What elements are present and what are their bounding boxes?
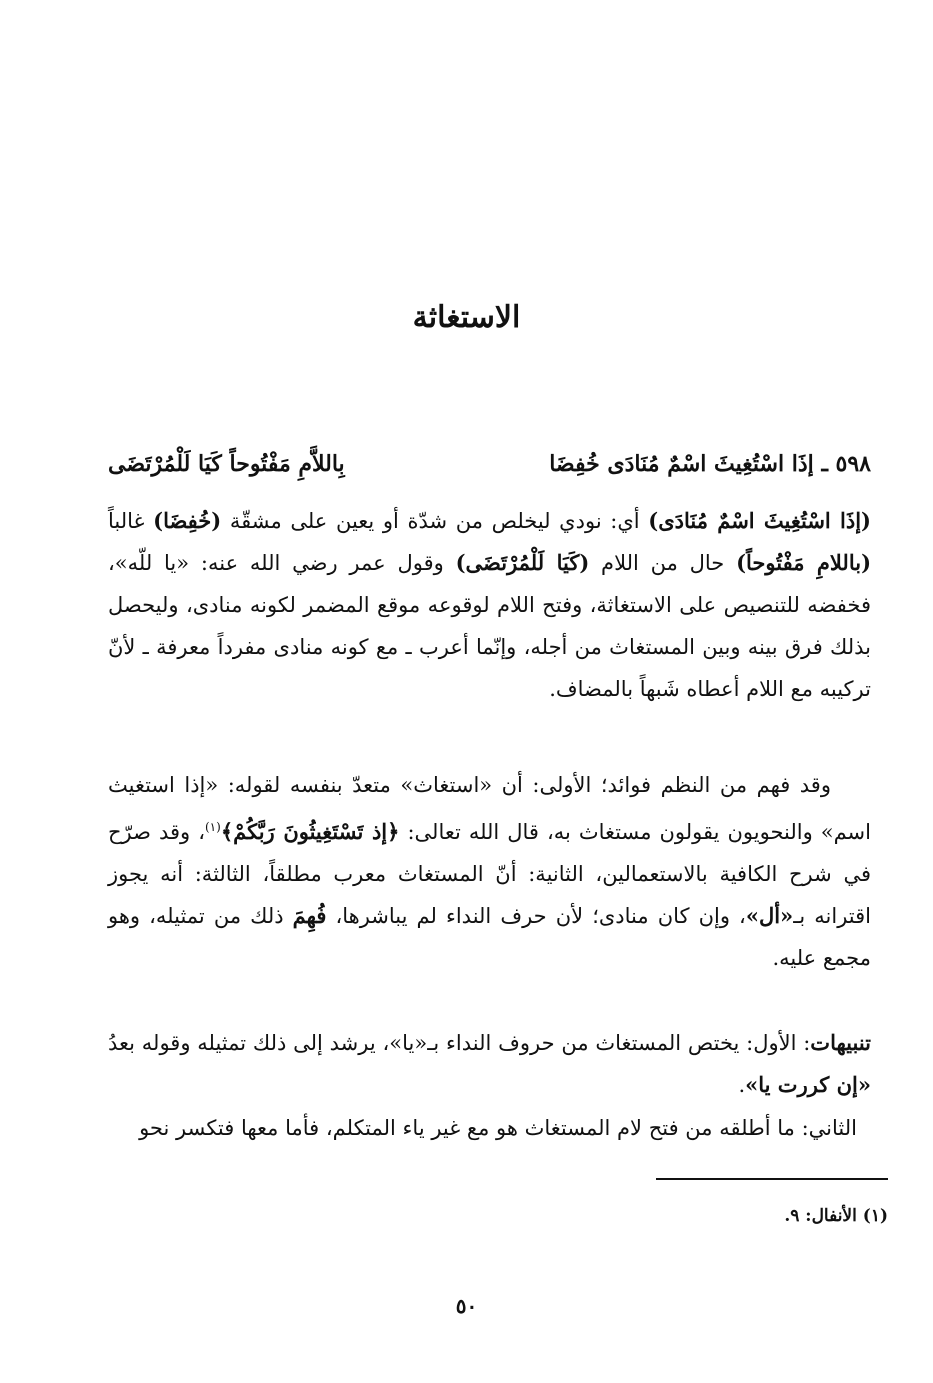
commentary-paragraph-4: الثاني: ما أطلقه من فتح لام المستغاث هو مع غير ياء المتكلم، فأما معها فتكسر نحو [139,1116,857,1140]
commentary-text: وقول عمر رضي الله عنه: «يا للّه»، فخفضه للتنصيص على الاستغاثة، وفتح اللام لوقوعه موقع المضمر لكونه منادى، وليحصل بذلك فرق بينه وبين المستغاث من أجله، وإنّما أعرب ـ مع كونه منادى مفرداً معرفة ـ لأنّ تركيبه مع اللام أعطاه شَبهاً بالمضاف. [108,551,871,701]
quoted-verse-fragment: (باللامِ مَفْتُوحاً) [736,550,872,575]
notes-label: تنبيهات [810,1030,871,1055]
commentary-text: ذلك من تمثيله، وهو مجمع عليه. [108,904,871,970]
verse-number: ٥٩٨ ـ [821,451,871,477]
commentary-text: حال من اللام [589,551,737,575]
commentary-text: ، وقد صرّح في شرح الكافية بالاستعمالين، الثانية: أنّ المستغاث معرب مطلقاً، الثالثة: أنه يجوز اقترانه بـ [108,820,871,928]
commentary-paragraph-2 [108,764,871,979]
footnote-reference: (١) [204,820,221,834]
page-number: ٥٠ [455,1294,478,1318]
quoted-verse-fragment: (كَيَا لَلْمُرْتَضَى) [455,550,590,575]
commentary-text: : الأول: يختص المستغاث من حروف النداء بـ«يا»، يرشد إلى ذلك تمثيله وقوله بعدُ [108,1031,811,1055]
chapter-title: الاستغاثة [412,300,521,335]
quoted-word: «أل» [745,903,794,928]
verse-first-hemistich: إذَا اسْتُغِيثَ اسْمٌ مُنَادَى خُفِضَا [549,451,814,477]
verse-second-hemistich: بِاللاَّمِ مَفْتُوحاً كَيَا لَلْمُرْتَضَى [108,451,345,477]
quoted-verse-fragment: «إن كررت يا» [745,1072,871,1097]
footnote: (١) الأنفال: ٩. [784,1206,888,1226]
quran-quote: ﴿إذ تَسْتَغِيثُونَ رَبَّكُمْ﴾ [220,819,400,844]
verse-row-first [108,446,871,482]
commentary-text: ، وإن كان منادى؛ لأن حرف النداء لم يباشرها، [326,904,746,928]
commentary-paragraph-1 [108,500,871,710]
commentary-text: . [738,1073,746,1097]
commentary-text: غالباً [108,509,154,533]
quoted-verse-fragment: (إذَا اسْتُغِيثَ اسْمٌ مُنَادَى) [648,508,871,533]
commentary-text: وقد فهم من النظم فوائد؛ الأولى: أن «استغاث» متعدّ بنفسه لقوله: «إذا استغيث اسم» والنحويون يقولون مستغاث به، قال الله تعالى: [108,773,871,844]
footnote-divider [656,1178,888,1180]
verse-first-hemistich-group [549,446,871,482]
quoted-verse-fragment: (خُفِضَا) [153,508,222,533]
commentary-text: أي: نودي ليخلص من شدّة أو يعين على مشقّة [221,509,649,533]
commentary-paragraph-3 [108,1022,871,1106]
verse-598 [108,446,871,482]
emphasized-word: فُهِمَ [292,903,327,928]
